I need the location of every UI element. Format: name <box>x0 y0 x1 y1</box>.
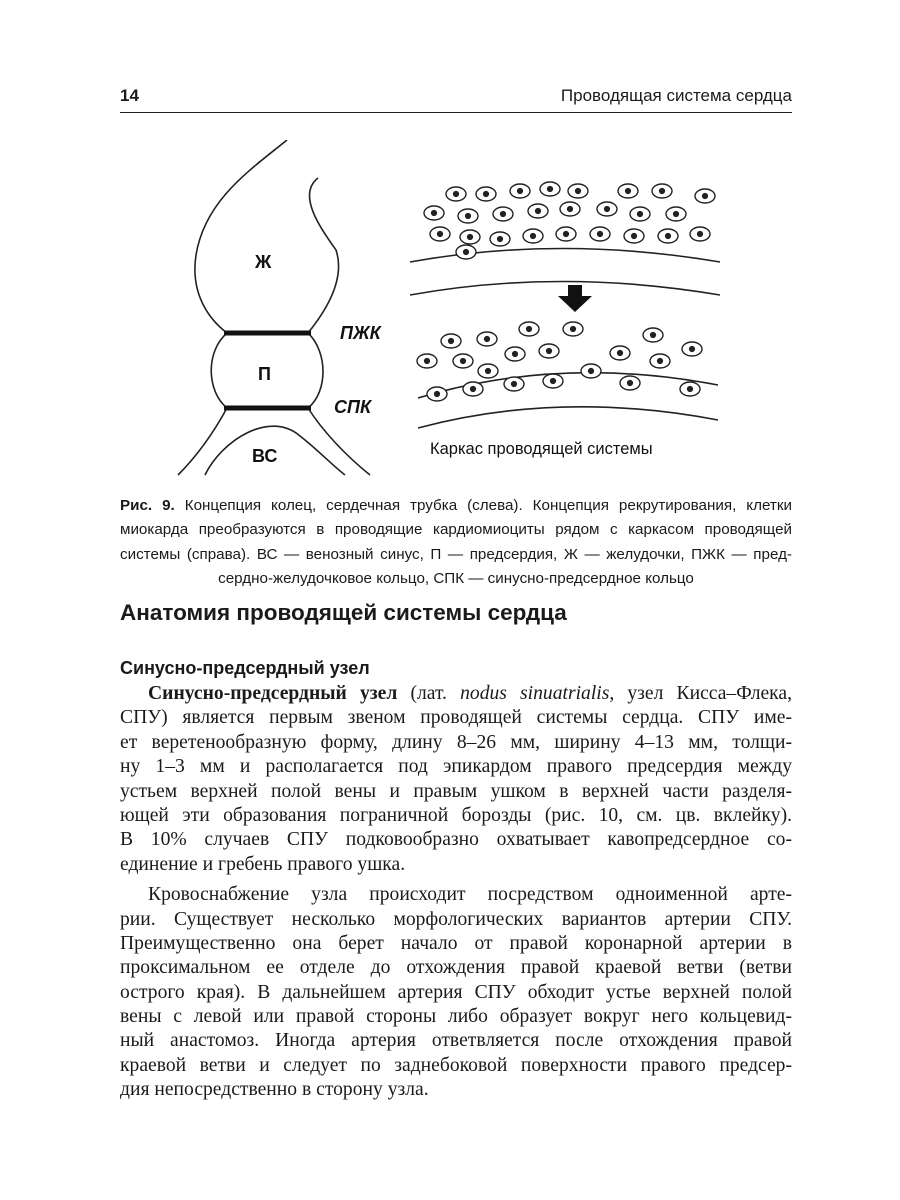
atrium-right-wall <box>308 333 323 408</box>
label-avj-ring: ПЖК <box>340 323 381 343</box>
label-ventricle: Ж <box>255 252 272 272</box>
cell <box>446 187 466 201</box>
cell <box>476 187 496 201</box>
label-sa-ring: СПК <box>334 397 372 417</box>
cell <box>568 184 588 198</box>
paragraph-1 <box>120 682 792 877</box>
cell <box>540 182 560 196</box>
cell <box>590 227 610 241</box>
cell <box>658 229 678 243</box>
cell <box>441 334 461 348</box>
page-header <box>120 86 792 113</box>
body-line: ный анастомоз. Иногда артерия ответвляется после отхождения правой <box>120 1030 792 1052</box>
cell <box>528 204 548 218</box>
bold-term: Синусно-предсердный узел <box>148 683 398 704</box>
cell <box>458 209 478 223</box>
cell <box>618 184 638 198</box>
bottom-cells <box>417 322 702 401</box>
caption-label: Рис. 9. <box>120 497 175 514</box>
body-line: СПУ) является первым звеном проводящей системы сердца. СПУ име- <box>120 707 792 729</box>
label-venous-sinus: ВС <box>252 446 278 466</box>
cell <box>463 382 483 396</box>
cell <box>478 364 498 378</box>
body-line: дия непосредственно в сторону узла. <box>120 1079 429 1101</box>
subsection-title: Синусно-предсердный узел <box>120 658 370 678</box>
cell <box>560 202 580 216</box>
cell <box>477 332 497 346</box>
cell <box>690 227 710 241</box>
body-line: ющей эти образования пограничной борозды (рис. 10, см. цв. вклейку). <box>120 804 792 826</box>
section-title: Анатомия проводящей системы сердца <box>120 600 567 625</box>
cell <box>620 376 640 390</box>
cell <box>490 232 510 246</box>
ventricle-right-wall <box>308 178 339 333</box>
atrium-left-wall <box>211 333 227 408</box>
cell <box>610 346 630 360</box>
cell <box>417 354 437 368</box>
cell <box>510 184 530 198</box>
body-line: краевой ветви и следует по заднебоковой поверхности правого предсер- <box>120 1054 792 1076</box>
page-number: 14 <box>120 86 139 105</box>
transformation-arrow <box>558 285 592 312</box>
cell <box>427 387 447 401</box>
cell <box>430 227 450 241</box>
cell <box>650 354 670 368</box>
cell <box>504 377 524 391</box>
caption-line: сердно-желудочковое кольцо, СПК — синусно-предсердное кольцо <box>218 570 694 588</box>
figure-9-illustration <box>150 140 750 485</box>
cell <box>523 229 543 243</box>
cell <box>456 245 476 259</box>
running-title: Проводящая система сердца <box>560 86 792 105</box>
caption-line: миокарда преобразуются в проводящие кардиомиоциты рядом с каркасом проводящей <box>120 521 792 539</box>
cell <box>539 344 559 358</box>
sinus-outer-left-wall <box>178 408 227 475</box>
cell <box>652 184 672 198</box>
cell <box>563 322 583 336</box>
body-line: острого края). В дальнейшем артерия СПУ обходит устье верхней полой <box>120 981 792 1003</box>
cell <box>680 382 700 396</box>
body-line: проксимальном ее отделе до отхождения правой краевой ветви (ветви <box>120 957 792 979</box>
cell <box>505 347 525 361</box>
cell <box>624 229 644 243</box>
cell <box>682 342 702 356</box>
sinus-outer-right-wall <box>308 408 370 475</box>
body-line: ет веретенообразную форму, длину 8–26 мм, ширину 4–13 мм, толщи- <box>120 731 792 753</box>
cell <box>519 322 539 336</box>
figure-caption <box>120 496 792 590</box>
cell <box>556 227 576 241</box>
heart-tube-diagram <box>178 140 370 475</box>
cell <box>581 364 601 378</box>
body-line: Синусно-предсердный узел (лат. nodus sinuatrialis, узел Кисса–Флека, <box>148 683 792 704</box>
cell <box>460 230 480 244</box>
cell <box>543 374 563 388</box>
bottom-framework-curves <box>418 373 718 428</box>
cell <box>630 207 650 221</box>
body-line: устьем верхней полой вены и правым ушком в верхней части разделя- <box>120 780 792 802</box>
figure-9 <box>150 140 750 485</box>
body-line: ну 1–3 мм и располагается под эпикардом правого предсердия между <box>120 756 792 778</box>
cell <box>666 207 686 221</box>
caption-line: Рис. 9. Концепция колец, сердечная трубка (слева). Концепция рекрутирования, клетки <box>120 497 792 514</box>
top-cells <box>424 182 715 259</box>
cell <box>695 189 715 203</box>
cell <box>643 328 663 342</box>
body-line: рии. Существует несколько морфологических вариантов артерии СПУ. <box>120 908 792 930</box>
body-line: вены с левой или правой стороны либо образует вокруг него кольцевид- <box>120 1006 792 1028</box>
latin-term: nodus sinuatrialis <box>460 683 610 704</box>
paragraph-2 <box>120 883 792 1103</box>
body-text <box>120 682 792 1103</box>
caption-line: системы (справа). ВС — венозный синус, П — предсердия, Ж — желудочки, ПЖК — пред- <box>120 545 792 563</box>
cell <box>424 206 444 220</box>
cell <box>493 207 513 221</box>
body-line: Преимущественно она берет начало от правой коронарной артерии в <box>120 932 792 954</box>
cell <box>453 354 473 368</box>
body-line: В 10% случаев СПУ подковообразно охватывает кавопредсердное со- <box>120 829 792 851</box>
cell <box>597 202 617 216</box>
ventricle-left-wall <box>195 140 287 333</box>
body-line: единение и гребень правого ушка. <box>120 853 406 875</box>
label-atrium: П <box>258 364 271 384</box>
body-line: Кровоснабжение узла происходит посредством одноименной арте- <box>148 884 792 906</box>
framework-label: Каркас проводящей системы <box>430 440 653 458</box>
